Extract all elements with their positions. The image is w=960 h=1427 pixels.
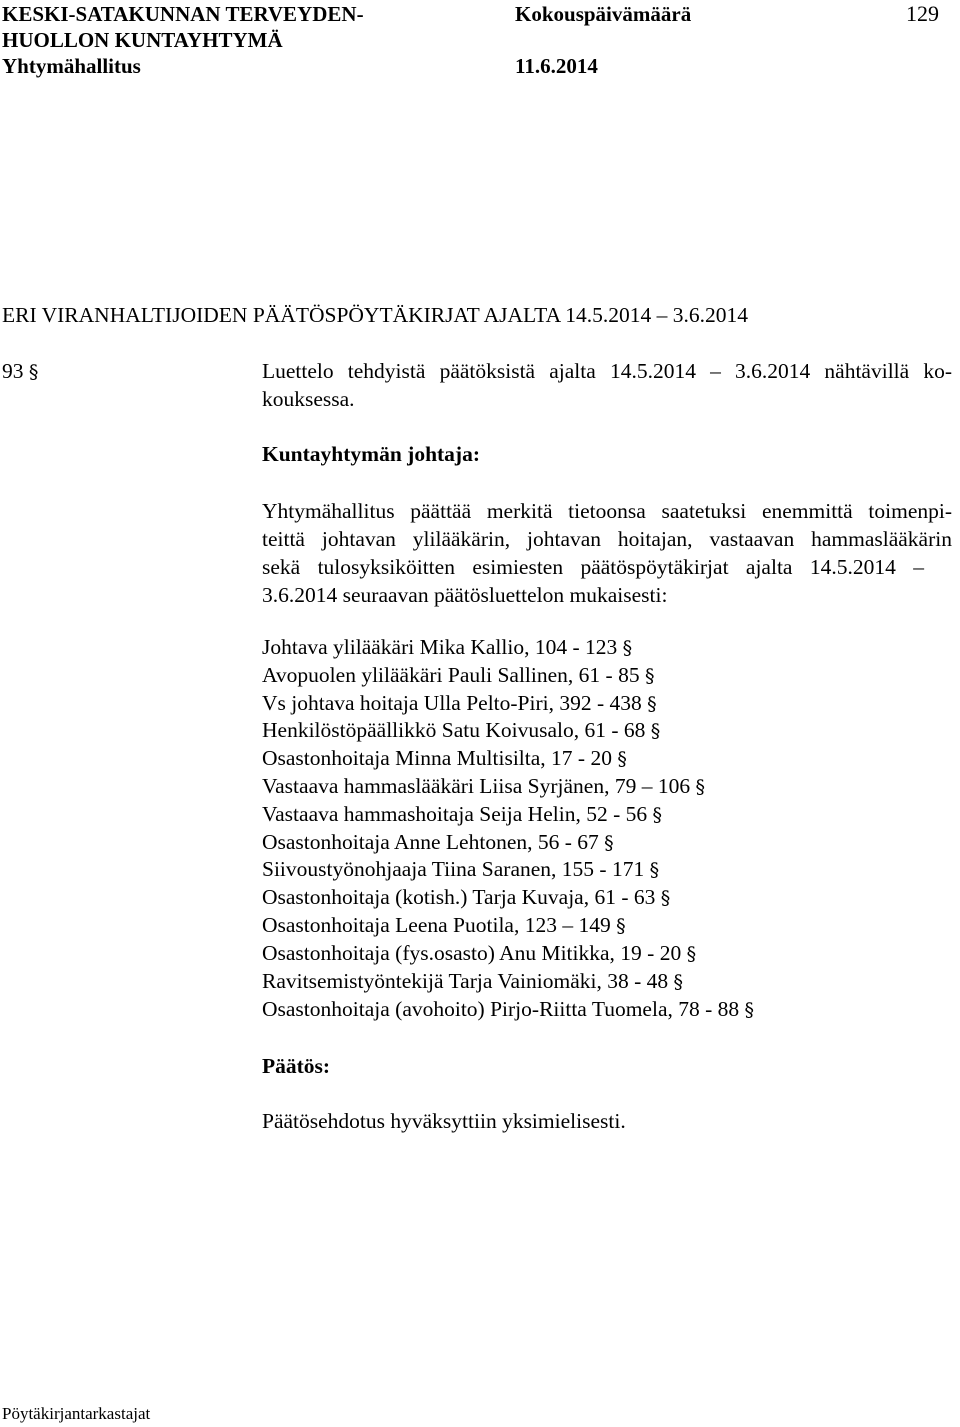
list-item — [262, 690, 657, 719]
list-item — [262, 940, 696, 969]
proposal-line: Yhtymähallitus päättää merkitä tietoonsa saatetuksi enemmittä toimenpi- — [262, 499, 952, 523]
list-item — [262, 856, 659, 885]
paragraph-symbol: § — [649, 859, 660, 881]
list-item — [262, 773, 705, 802]
org-name-line2: HUOLLON KUNTAYHTYMÄ — [2, 28, 283, 52]
list-item-text: Osastonhoitaja Leena Puotila, 123 – 149 — [262, 913, 611, 937]
paragraph-symbol: § — [660, 887, 671, 909]
page-number: 129 — [906, 1, 939, 26]
proposal-line: 3.6.2014 seuraavan päätösluettelon mukaisesti: — [262, 583, 668, 607]
list-item-text: Ravitsemistyöntekijä Tarja Vainiomäki, 38 - 48 — [262, 969, 669, 993]
list-item-text: Vastaava hammaslääkäri Liisa Syrjänen, 79 – 106 — [262, 774, 691, 798]
list-item — [262, 662, 654, 691]
paragraph-symbol: § — [622, 637, 633, 659]
decision-text: Päätösehdotus hyväksyttiin yksimielisesti. — [262, 1109, 626, 1133]
list-item — [262, 829, 614, 858]
paragraph-symbol: § — [695, 776, 705, 798]
item-title-line1: Luettelo tehdyistä päätöksistä ajalta 14.5.2014 – 3.6.2014 nähtävillä ko- — [262, 359, 952, 383]
list-item-text: Osastonhoitaja (fys.osasto) Anu Mitikka, 19 - 20 — [262, 941, 682, 965]
paragraph-symbol: § — [644, 665, 655, 687]
proposal-line: sekä tulosyksiköitten esimiesten päätöspöytäkirjat ajalta 14.5.2014 – — [262, 555, 924, 579]
list-item-text: Osastonhoitaja (avohoito) Pirjo-Riitta Tuomela, 78 - 88 — [262, 997, 740, 1021]
body-name: Yhtymähallitus — [2, 54, 141, 78]
paragraph-symbol: § — [617, 748, 627, 770]
list-item — [262, 634, 632, 663]
list-item-text: Osastonhoitaja Minna Multisilta, 17 - 20 — [262, 746, 612, 770]
list-item — [262, 801, 662, 830]
proposal-heading: Kuntayhtymän johtaja: — [262, 442, 481, 466]
item-number-row — [2, 357, 38, 386]
paragraph-symbol: § — [673, 971, 684, 993]
paragraph-symbol: § — [28, 361, 39, 383]
proposal-line: teittä johtavan ylilääkärin, johtavan hoitajan, vastaavan hammaslääkärin — [262, 527, 952, 551]
item-title-line2: kouksessa. — [262, 387, 355, 411]
list-item-text: Siivoustyönohjaaja Tiina Saranen, 155 - 171 — [262, 857, 645, 881]
meeting-date: 11.6.2014 — [515, 54, 598, 78]
decision-heading: Päätös: — [262, 1054, 331, 1078]
doc-type-label: Kokouspäivämäärä — [515, 2, 692, 26]
paragraph-symbol: § — [686, 943, 697, 965]
list-item — [262, 884, 670, 913]
list-item-text: Osastonhoitaja (kotish.) Tarja Kuvaja, 61 - 63 — [262, 885, 656, 909]
paragraph-symbol: § — [744, 999, 755, 1021]
paragraph-symbol: § — [647, 693, 657, 715]
list-item-text: Vs johtava hoitaja Ulla Pelto-Piri, 392 - 438 — [262, 691, 642, 715]
list-item — [262, 717, 660, 746]
list-item — [262, 745, 627, 774]
list-item — [262, 912, 626, 941]
list-item-text: Vastaava hammashoitaja Seija Helin, 52 - 56 — [262, 802, 648, 826]
list-item-text: Avopuolen ylilääkäri Pauli Sallinen, 61 - 85 — [262, 663, 640, 687]
list-item-text: Henkilöstöpäällikkö Satu Koivusalo, 61 - 68 — [262, 718, 646, 742]
footer-label: Pöytäkirjantarkastajat — [2, 1404, 151, 1423]
paragraph-symbol: § — [650, 720, 661, 742]
org-name-line1: KESKI-SATAKUNNAN TERVEYDEN- — [2, 2, 364, 26]
list-item — [262, 996, 754, 1025]
paragraph-symbol: § — [652, 804, 662, 826]
list-item — [262, 968, 683, 997]
paragraph-symbol: § — [616, 915, 626, 937]
section-title: ERI VIRANHALTIJOIDEN PÄÄTÖSPÖYTÄKIRJAT AJALTA 14.5.2014 – 3.6.2014 — [2, 303, 749, 327]
list-item-text: Osastonhoitaja Anne Lehtonen, 56 - 67 — [262, 830, 599, 854]
list-item-text: Johtava ylilääkäri Mika Kallio, 104 - 123 — [262, 635, 618, 659]
item-number: 93 — [2, 359, 24, 383]
paragraph-symbol: § — [604, 832, 614, 854]
